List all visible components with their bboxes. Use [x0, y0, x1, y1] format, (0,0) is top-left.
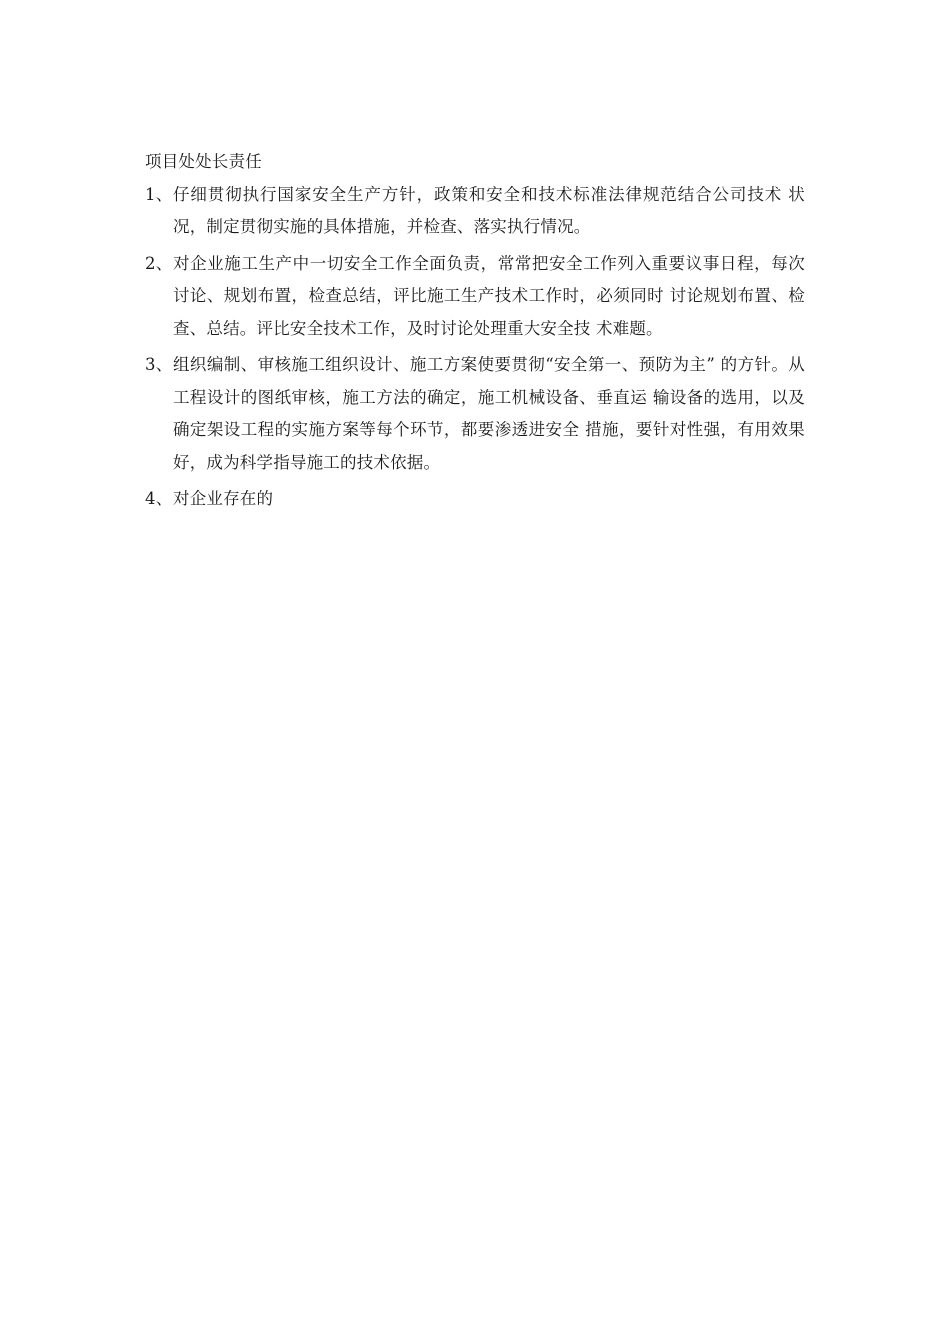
- list-item-number: 1、: [145, 184, 173, 204]
- list-item-text: 对企业施工生产中一切安全工作全面负责，常常把安全工作列入重要议事日程，每次讨论、规划布置，检查总结，评比施工生产技术工作时，必须同时 讨论规划布置、检查、总结。评比安全技术工作，及时讨论处理重大安全技 术难题。: [173, 253, 805, 338]
- list-item-text: 仔细贯彻执行国家安全生产方针，政策和安全和技术标准法律规范结合公司技术 状况，制定贯彻实施的具体措施，并检查、落实执行情况。: [173, 184, 805, 236]
- list-item-number: 4、: [145, 489, 173, 508]
- list-item-1: [145, 179, 805, 244]
- document-title: 项目处处长责任: [145, 152, 262, 171]
- list-item-3: [145, 349, 805, 479]
- list-item-number: 3、: [145, 355, 173, 374]
- list-item-4: [145, 483, 805, 516]
- document-body: [145, 146, 805, 520]
- list-item-text: 对企业存在的: [173, 489, 274, 508]
- list-item-2: [145, 248, 805, 346]
- list-item-text: 组织编制、审核施工组织设计、施工方案使要贯彻“安全第一、预防为主” 的方针。从工程设计的图纸审核，施工方法的确定，施工机械设备、垂直运 输设备的选用，以及确定架设工程的实施方案等每个环节，都要渗透进安全 措施，要针对性强，有用效果好，成为科学指导施工的技术依据。: [173, 355, 805, 472]
- list-item-number: 2、: [145, 253, 173, 273]
